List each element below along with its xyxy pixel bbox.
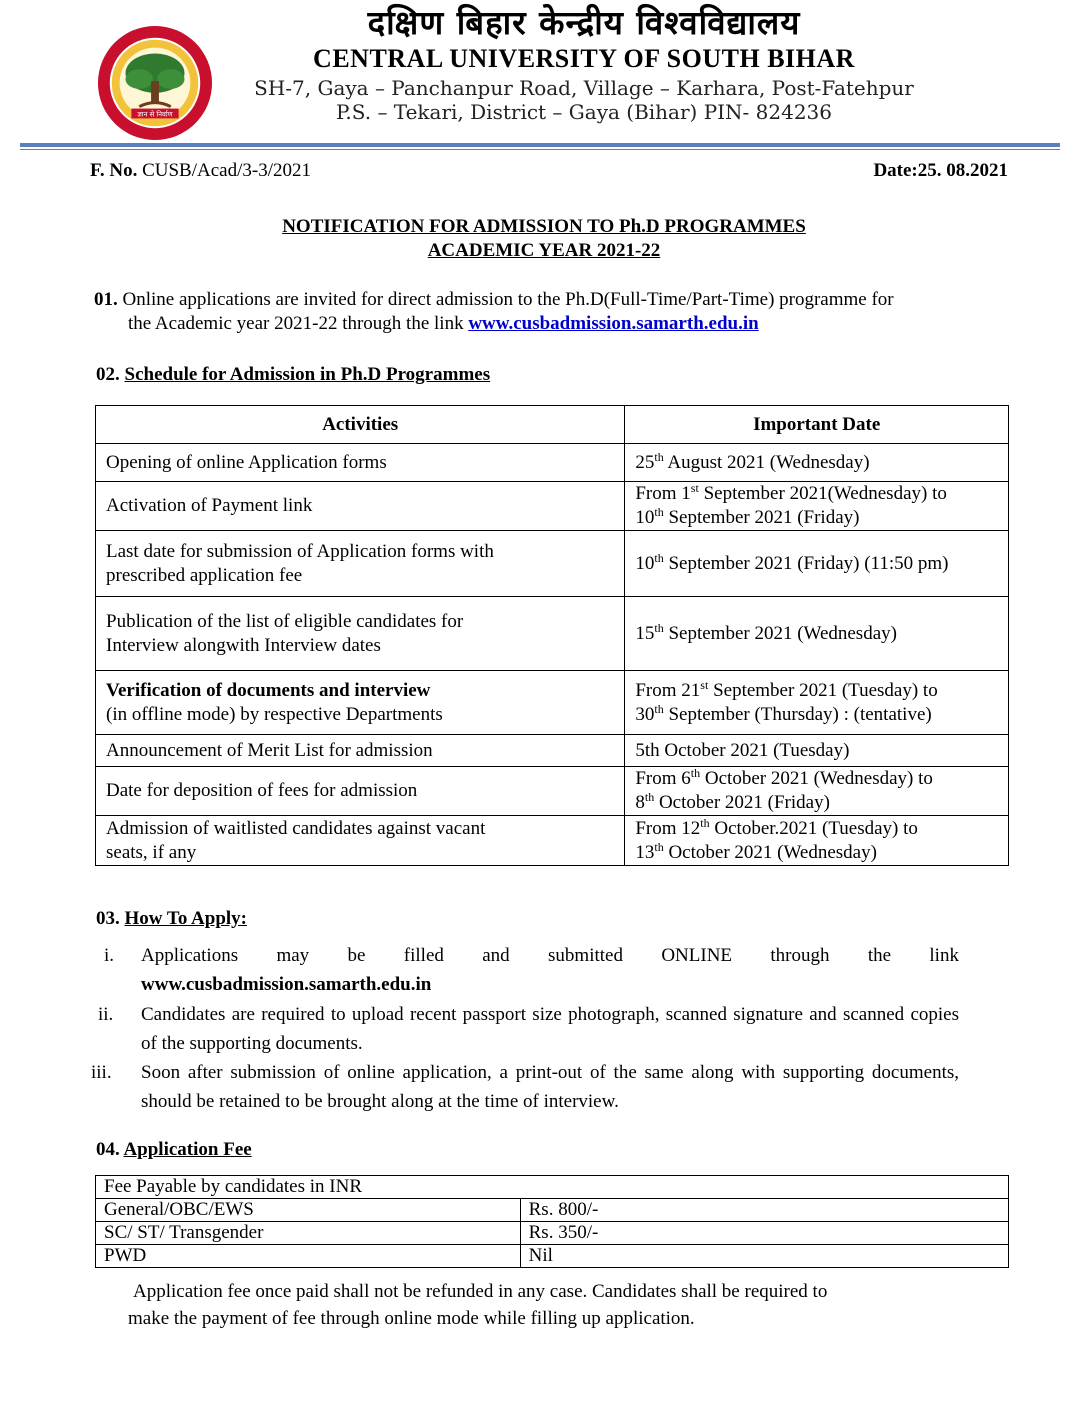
section-4-heading bbox=[96, 1137, 252, 1162]
column-header-activities: Activities bbox=[96, 406, 625, 444]
date-cell bbox=[625, 816, 1009, 866]
section-3-heading bbox=[96, 906, 247, 931]
activity-cell bbox=[96, 597, 625, 671]
date-cell bbox=[625, 767, 1009, 816]
file-number-value: CUSB/Acad/3-3/2021 bbox=[142, 160, 311, 181]
activity-cell bbox=[96, 444, 625, 482]
date-text bbox=[635, 767, 998, 791]
notice-date: Date:25. 08.2021 bbox=[873, 160, 1008, 181]
date-part: 15 bbox=[635, 622, 655, 644]
ordinal-suffix: th bbox=[654, 620, 664, 635]
date-part: From 12 bbox=[635, 817, 701, 839]
section-2-heading bbox=[96, 362, 490, 387]
university-name-english: CENTRAL UNIVERSITY OF SOUTH BIHAR bbox=[313, 44, 855, 73]
schedule-row bbox=[96, 444, 1009, 482]
section-4-title: Application Fee bbox=[123, 1139, 252, 1160]
list-word: Applications bbox=[141, 945, 239, 966]
date-text bbox=[635, 679, 998, 703]
list-word: through bbox=[770, 945, 830, 966]
section-3-number: 03. bbox=[96, 908, 120, 929]
fee-category-cell: PWD bbox=[96, 1245, 521, 1268]
admission-schedule-table bbox=[95, 405, 1009, 866]
schedule-row bbox=[96, 671, 1009, 735]
date-part: September (Thursday) : (tentative) bbox=[663, 703, 932, 725]
schedule-row bbox=[96, 816, 1009, 866]
list-item-text: Soon after submission of online application, a print-out of the same along with supporting documents, should be retained to be brought along at the time of interview. bbox=[141, 1062, 959, 1112]
date-cell bbox=[625, 671, 1009, 735]
fee-note-line-2: make the payment of fee through online mode while filling up application. bbox=[128, 1308, 695, 1329]
schedule-row bbox=[96, 597, 1009, 671]
date-part: October 2021 (Wednesday) bbox=[663, 841, 877, 863]
fee-note-line-1: Application fee once paid shall not be refunded in any case. Candidates shall be required to bbox=[133, 1281, 828, 1302]
activity-text: Date for deposition of fees for admission bbox=[106, 780, 418, 801]
activity-text: Interview alongwith Interview dates bbox=[106, 634, 381, 656]
fee-category-cell: SC/ ST/ Transgender bbox=[96, 1222, 521, 1245]
fee-amount-cell: Rs. 350/- bbox=[520, 1222, 1008, 1245]
date-cell bbox=[625, 531, 1009, 597]
list-item-text: Candidates are required to upload recent passport size photograph, scanned signature and scanned copies of the supporting documents. bbox=[141, 1004, 959, 1054]
fee-amount-cell: Nil bbox=[520, 1245, 1008, 1268]
list-item-line bbox=[141, 941, 959, 970]
date-part: October.2021 (Tuesday) to bbox=[709, 817, 918, 839]
date-part: August 2021 (Wednesday) bbox=[663, 451, 870, 473]
notice-title: NOTIFICATION FOR ADMISSION TO Ph.D PROGRAMMES bbox=[282, 216, 806, 237]
date-text bbox=[635, 841, 998, 865]
date-part: 25 bbox=[635, 451, 655, 473]
activity-cell bbox=[96, 735, 625, 767]
list-word: be bbox=[347, 945, 366, 966]
date-part: 10 bbox=[635, 507, 655, 528]
activity-cell bbox=[96, 482, 625, 531]
fee-row bbox=[96, 1222, 1009, 1245]
date-part: 13 bbox=[635, 841, 655, 863]
list-word: ONLINE bbox=[661, 945, 733, 966]
date-part: October 2021 (Friday) bbox=[654, 792, 830, 813]
list-item-number: i. bbox=[104, 945, 115, 966]
date-part: September 2021 (Friday) bbox=[663, 507, 860, 528]
university-logo-seal bbox=[96, 24, 214, 142]
notice-subtitle: ACADEMIC YEAR 2021-22 bbox=[427, 240, 661, 261]
schedule-row bbox=[96, 482, 1009, 531]
address-line-1: SH-7, Gaya – Panchanpur Road, Village – Karhara, Post-Fatehpur bbox=[254, 76, 914, 100]
list-word: the bbox=[867, 945, 892, 966]
date-text bbox=[635, 451, 998, 475]
logo-motto: ज्ञान से निर्वाण bbox=[137, 110, 173, 119]
date-part: 30 bbox=[635, 703, 655, 725]
section-2-title: Schedule for Admission in Ph.D Programmes bbox=[124, 364, 491, 385]
ordinal-suffix: st bbox=[690, 481, 699, 495]
ordinal-suffix: th bbox=[654, 550, 664, 565]
activity-cell bbox=[96, 671, 625, 735]
ordinal-suffix: th bbox=[654, 701, 664, 716]
fee-row bbox=[96, 1245, 1009, 1268]
section-2-number: 02. bbox=[96, 364, 120, 385]
column-header-important-date: Important Date bbox=[625, 406, 1009, 444]
section-1-line-1 bbox=[94, 287, 894, 312]
list-item-text bbox=[141, 941, 959, 999]
schedule-row bbox=[96, 735, 1009, 767]
schedule-header-row bbox=[96, 406, 1009, 444]
ordinal-suffix: th bbox=[644, 790, 655, 804]
list-word: may bbox=[276, 945, 310, 966]
fee-category-cell: General/OBC/EWS bbox=[96, 1199, 521, 1222]
section-1-text: Online applications are invited for direct admission to the Ph.D(Full-Time/Part-Time) programme for bbox=[122, 289, 894, 310]
date-text bbox=[635, 506, 998, 530]
header-divider-thick bbox=[20, 143, 1060, 147]
schedule-body bbox=[96, 444, 1009, 866]
list-item-number: ii. bbox=[98, 1004, 114, 1025]
date-part: From 1 bbox=[635, 483, 691, 504]
date-part: 8 bbox=[635, 792, 645, 813]
ordinal-suffix: th bbox=[654, 449, 664, 464]
date-part: From 6 bbox=[635, 768, 691, 789]
ordinal-suffix: st bbox=[700, 677, 709, 692]
activity-text: (in offline mode) by respective Departments bbox=[106, 703, 443, 725]
date-part: 5th October 2021 (Tuesday) bbox=[635, 739, 850, 761]
date-text bbox=[635, 817, 998, 841]
date-text bbox=[635, 552, 998, 576]
date-part: September 2021 (Tuesday) to bbox=[708, 679, 938, 701]
date-cell bbox=[625, 597, 1009, 671]
date-part: 10 bbox=[635, 552, 655, 574]
activity-text: Admission of waitlisted candidates against vacant bbox=[106, 817, 486, 839]
date-text bbox=[635, 482, 998, 506]
portal-url-text: www.cusbadmission.samarth.edu.in bbox=[141, 974, 432, 995]
fee-body bbox=[96, 1176, 1009, 1268]
list-word: link bbox=[929, 945, 959, 966]
date-part: October 2021 (Wednesday) to bbox=[700, 768, 933, 789]
fee-header-row bbox=[96, 1176, 1009, 1199]
date-part: September 2021 (Friday) (11:50 pm) bbox=[663, 552, 949, 574]
activity-text: Last date for submission of Application forms with bbox=[106, 540, 494, 562]
date-part: September 2021 (Wednesday) bbox=[663, 622, 897, 644]
activity-text: Opening of online Application forms bbox=[106, 451, 387, 473]
section-4-number: 04. bbox=[96, 1139, 120, 1160]
file-number-label: F. No. bbox=[90, 160, 138, 181]
application-fee-table bbox=[95, 1175, 1009, 1268]
activity-text: Announcement of Merit List for admission bbox=[106, 739, 433, 761]
date-text bbox=[635, 739, 998, 763]
date-part: From 21 bbox=[635, 679, 701, 701]
date-text bbox=[635, 622, 998, 646]
schedule-row bbox=[96, 767, 1009, 816]
ordinal-suffix: th bbox=[700, 815, 710, 830]
fee-row bbox=[96, 1199, 1009, 1222]
date-cell bbox=[625, 482, 1009, 531]
date-cell bbox=[625, 444, 1009, 482]
activity-text: Activation of Payment link bbox=[106, 495, 313, 516]
date-part: September 2021(Wednesday) to bbox=[698, 483, 947, 504]
ordinal-suffix: th bbox=[654, 505, 664, 519]
university-name-hindi: दक्षिण बिहार केन्द्रीय विश्वविद्यालय bbox=[367, 3, 801, 42]
ordinal-suffix: th bbox=[654, 839, 664, 854]
section-1-text-2: the Academic year 2021-22 through the link bbox=[128, 313, 464, 334]
date-cell bbox=[625, 735, 1009, 767]
activity-cell bbox=[96, 767, 625, 816]
activity-cell bbox=[96, 531, 625, 597]
ordinal-suffix: th bbox=[690, 766, 701, 780]
schedule-row bbox=[96, 531, 1009, 597]
header-divider-thin bbox=[20, 149, 1060, 150]
list-item-number: iii. bbox=[91, 1062, 112, 1083]
fee-amount-cell: Rs. 800/- bbox=[520, 1199, 1008, 1222]
list-word: and bbox=[482, 945, 510, 966]
section-1-line-2 bbox=[128, 311, 759, 336]
fee-table-caption: Fee Payable by candidates in INR bbox=[96, 1176, 1009, 1199]
activity-text: Verification of documents and interview bbox=[106, 679, 431, 701]
activity-text: seats, if any bbox=[106, 841, 197, 863]
address-line-2: P.S. – Tekari, District – Gaya (Bihar) PIN- 824236 bbox=[335, 100, 833, 124]
date-text bbox=[635, 791, 998, 815]
admission-portal-link[interactable]: www.cusbadmission.samarth.edu.in bbox=[468, 313, 759, 334]
section-3-title: How To Apply: bbox=[124, 908, 247, 929]
section-1-number: 01. bbox=[94, 289, 118, 310]
activity-text: prescribed application fee bbox=[106, 564, 303, 586]
file-number bbox=[90, 158, 311, 183]
list-word: filled bbox=[403, 945, 444, 966]
activity-cell bbox=[96, 816, 625, 866]
date-text bbox=[635, 703, 998, 727]
list-word: submitted bbox=[548, 945, 623, 966]
activity-text: Publication of the list of eligible candidates for bbox=[106, 610, 464, 632]
